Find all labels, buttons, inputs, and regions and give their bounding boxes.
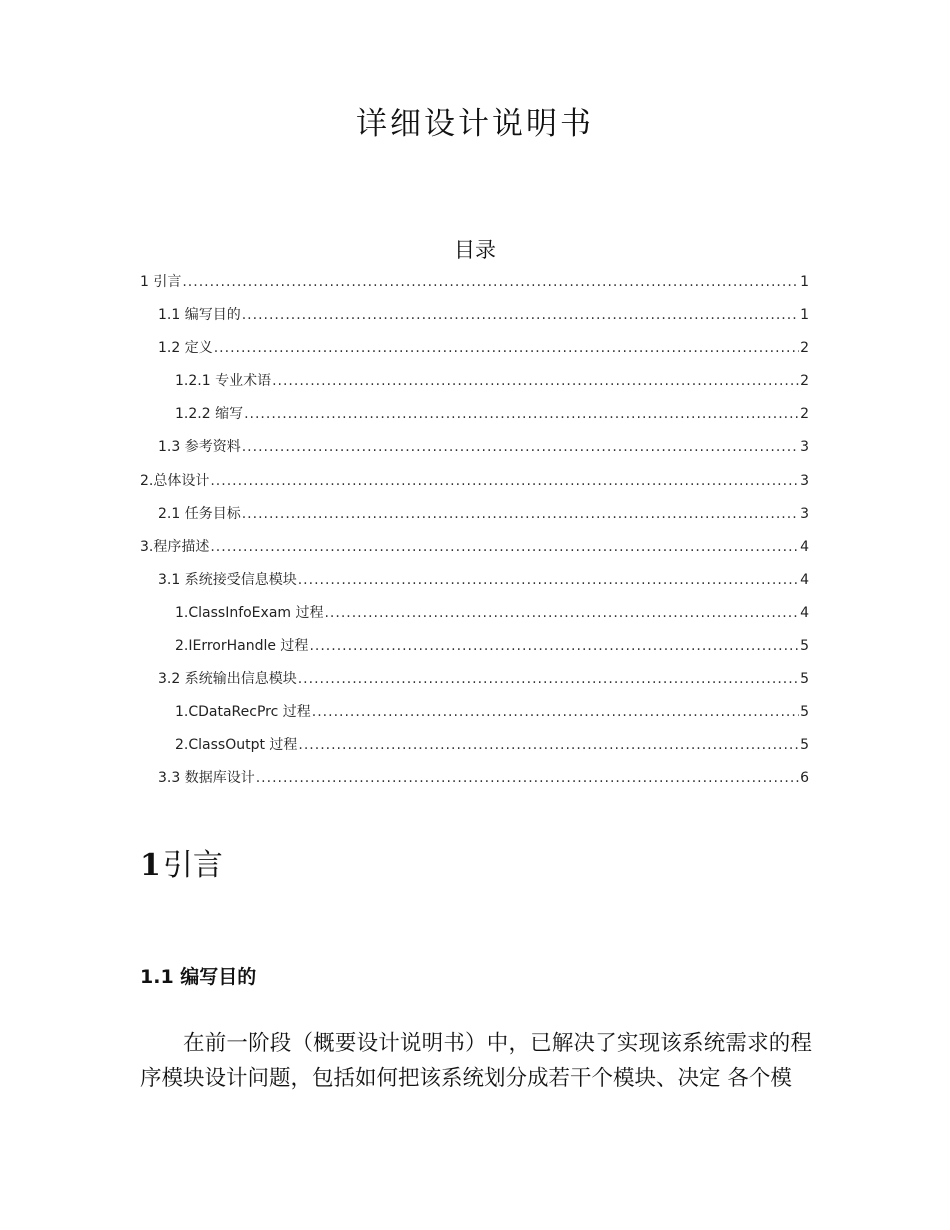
toc-dot-leader [272,365,799,398]
section-1-number: 1 [140,848,161,883]
toc-entry[interactable] [140,597,809,630]
toc-entry[interactable] [140,266,809,299]
section-1-1-heading: 1.1 编写目的 [140,966,257,988]
toc-entry-title: 3.2 系统输出信息模块 [158,671,297,688]
toc-dot-leader [309,630,799,663]
toc-dot-leader [244,398,799,431]
toc-dot-leader [324,597,799,630]
toc-entry[interactable] [140,630,809,663]
toc-entry[interactable] [140,299,809,332]
toc-dot-leader [298,564,799,597]
toc-dot-leader [312,696,799,729]
toc-dot-leader [214,332,799,365]
toc-entry-page-number: 1 [800,307,809,324]
toc-dot-leader [242,299,799,332]
toc-entry[interactable] [140,696,809,729]
toc-entry-page-number: 4 [800,538,809,555]
toc-entry-title: 3.1 系统接受信息模块 [158,571,297,588]
toc-entry[interactable] [140,498,809,531]
toc-entry[interactable] [140,762,809,795]
toc-entry-page-number: 1 [800,274,809,290]
section-1-title: 引言 [162,848,223,883]
toc-entry-title: 1.2.1 专业术语 [175,373,272,390]
table-of-contents [140,266,809,796]
toc-entry-title: 1.ClassInfoExam 过程 [175,604,324,621]
toc-entry-title: 2.1 任务目标 [158,505,241,522]
toc-entry-page-number: 5 [800,671,809,688]
toc-entry-title: 1 引言 [140,274,182,290]
toc-entry-page-number: 6 [800,770,809,787]
toc-dot-leader [298,729,799,762]
toc-entry[interactable] [140,465,809,498]
toc-entry-title: 2.总体设计 [140,472,210,489]
toc-entry[interactable] [140,365,809,398]
toc-dot-leader [182,266,799,299]
toc-dot-leader [210,465,799,498]
toc-entry-title: 1.3 参考资料 [158,439,241,456]
toc-dot-leader [242,498,799,531]
toc-entry[interactable] [140,431,809,464]
toc-dot-leader [242,431,799,464]
section-1-1-paragraph: 在前一阶段（概要设计说明书）中，已解决了实现该系统需求的程序模块设计问题，包括如何把该系统划分成若干个模块、决定 各个模 [140,1031,812,1091]
toc-entry-title: 1.2.2 缩写 [175,406,244,423]
toc-entry[interactable] [140,564,809,597]
toc-entry-page-number: 2 [800,406,809,423]
toc-entry-title: 1.2 定义 [158,340,213,357]
toc-entry-page-number: 5 [800,704,809,721]
toc-entry-title: 2.ClassOutpt 过程 [175,737,298,754]
toc-entry-page-number: 3 [800,439,809,456]
toc-entry[interactable] [140,531,809,564]
toc-entry-page-number: 3 [800,505,809,522]
toc-entry[interactable] [140,663,809,696]
toc-entry-title: 3.3 数据库设计 [158,770,255,787]
toc-entry-page-number: 4 [800,571,809,588]
toc-entry-page-number: 5 [800,737,809,754]
toc-entry-title: 3.程序描述 [140,538,210,555]
toc-entry-title: 1.1 编写目的 [158,307,241,324]
toc-entry[interactable] [140,729,809,762]
section-1-heading [140,840,223,884]
toc-entry[interactable] [140,332,809,365]
toc-heading: 目录 [454,238,496,262]
toc-dot-leader [298,663,799,696]
document-title: 详细设计说明书 [356,106,594,142]
toc-entry-title: 1.CDataRecPrc 过程 [175,704,311,721]
toc-entry-page-number: 2 [800,340,809,357]
toc-entry[interactable] [140,398,809,431]
toc-dot-leader [256,762,799,795]
toc-entry-page-number: 5 [800,638,809,655]
toc-dot-leader [210,531,799,564]
toc-entry-title: 2.IErrorHandle 过程 [175,638,309,655]
toc-entry-page-number: 4 [800,604,809,621]
toc-entry-page-number: 2 [800,373,809,390]
toc-entry-page-number: 3 [800,472,809,489]
